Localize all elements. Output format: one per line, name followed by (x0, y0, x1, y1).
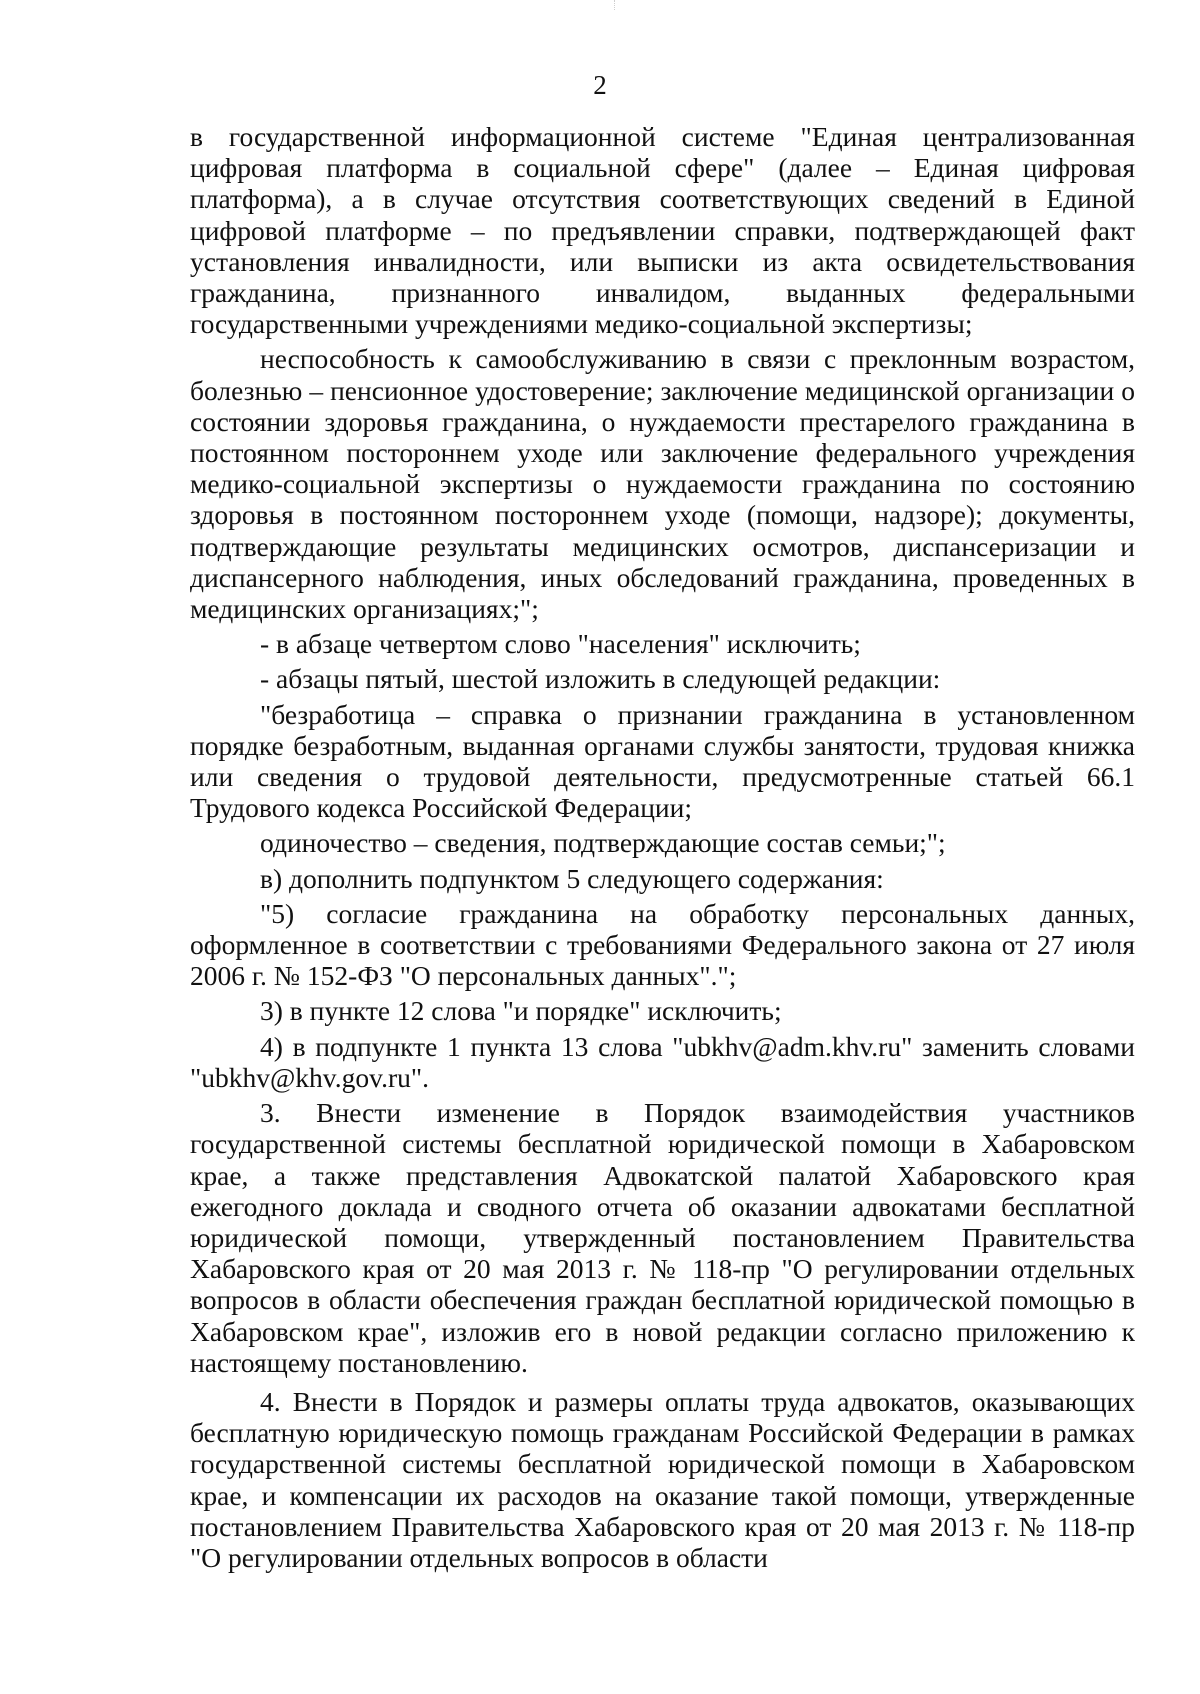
paragraph: 4) в подпункте 1 пункта 13 слова "ubkhv@adm.khv.ru" заменить словами "ubkhv@khv.gov.ru". (190, 1030, 1135, 1093)
paragraph: одиночество – сведения, подтверждающие состав семьи;"; (260, 827, 946, 859)
paragraph: "безработица – справка о признании гражданина в установленном порядке безработным, выданная органами службы занятости, трудовая книжка или сведения о трудовой деятельности, предусмотренные статьей 66.1 Трудового кодекса Российской Федерации; (190, 698, 1135, 824)
paragraph: - в абзаце четвертом слово "населения" исключить; (260, 628, 861, 660)
page-number: 2 (593, 70, 607, 100)
paragraph: в) дополнить подпунктом 5 следующего содержания: (260, 862, 884, 894)
paragraph: неспособность к самообслуживанию в связи с преклонным возрастом, болезнью – пенсионное удостоверение; заключение медицинской организации о состоянии здоровья гражданина, о нуждаемости престарелого гражданина в постоянном постороннем уходе или заключение федерального учреждения медико-социальной экспертизы о нуждаемости гражданина по состоянию здоровья в постоянном постороннем уходе (помощи, надзоре); документы, подтверждающие результаты медицинских осмотров, диспансеризации и диспансерного наблюдения, иных обследований гражданина, проведенных в медицинских организациях;"; (190, 343, 1135, 625)
paragraph: 3) в пункте 12 слова "и порядке" исключить; (260, 995, 782, 1027)
paragraph: 3. Внести изменение в Порядок взаимодействия участников государственной системы бесплатной юридической помощи в Хабаровском крае, а также представления Адвокатской палатой Хабаровского края ежегодного доклада и сводного отчета об оказании адвокатами бесплатной юридической помощи, утвержденный постановлением Правительства Хабаровского края от 20 мая 2013 г. № 118-пр "О регулировании отдельных вопросов в области обеспечения граждан бесплатной юридической помощью в Хабаровском крае", изложив его в новой редакции согласно приложению к настоящему постановлению. (190, 1097, 1135, 1378)
paragraph: - абзацы пятый, шестой изложить в следующей редакции: (260, 663, 941, 695)
document-body (190, 121, 1135, 1573)
paragraph: "5) согласие гражданина на обработку персональных данных, оформленное в соответствии с требованиями Федерального закона от 27 июля 2006 г. № 152-ФЗ "О персональных данных"."; (190, 897, 1135, 992)
paragraph: 4. Внести в Порядок и размеры оплаты труда адвокатов, оказывающих бесплатную юридическую помощь гражданам Российской Федерации в рамках государственной системы бесплатной юридической помощи в Хабаровском крае, и компенсации их расходов на оказание такой помощи, утвержденные постановлением Правительства Хабаровского края от 20 мая 2013 г. № 118-пр "О регулировании отдельных вопросов в области (190, 1385, 1135, 1573)
paragraph-continuation: в государственной информационной системе "Единая централизованная цифровая платформа в социальной сфере" (далее – Единая цифровая платформа), а в случае отсутствия соответствующих сведений в Единой цифровой платформе – по предъявлении справки, подтверждающей факт установления инвалидности, или выписки из акта освидетельствования гражданина, признанного инвалидом, выданных федеральными государственными учреждениями медико-социальной экспертизы; (190, 121, 1135, 340)
scan-artifact (614, 0, 617, 10)
